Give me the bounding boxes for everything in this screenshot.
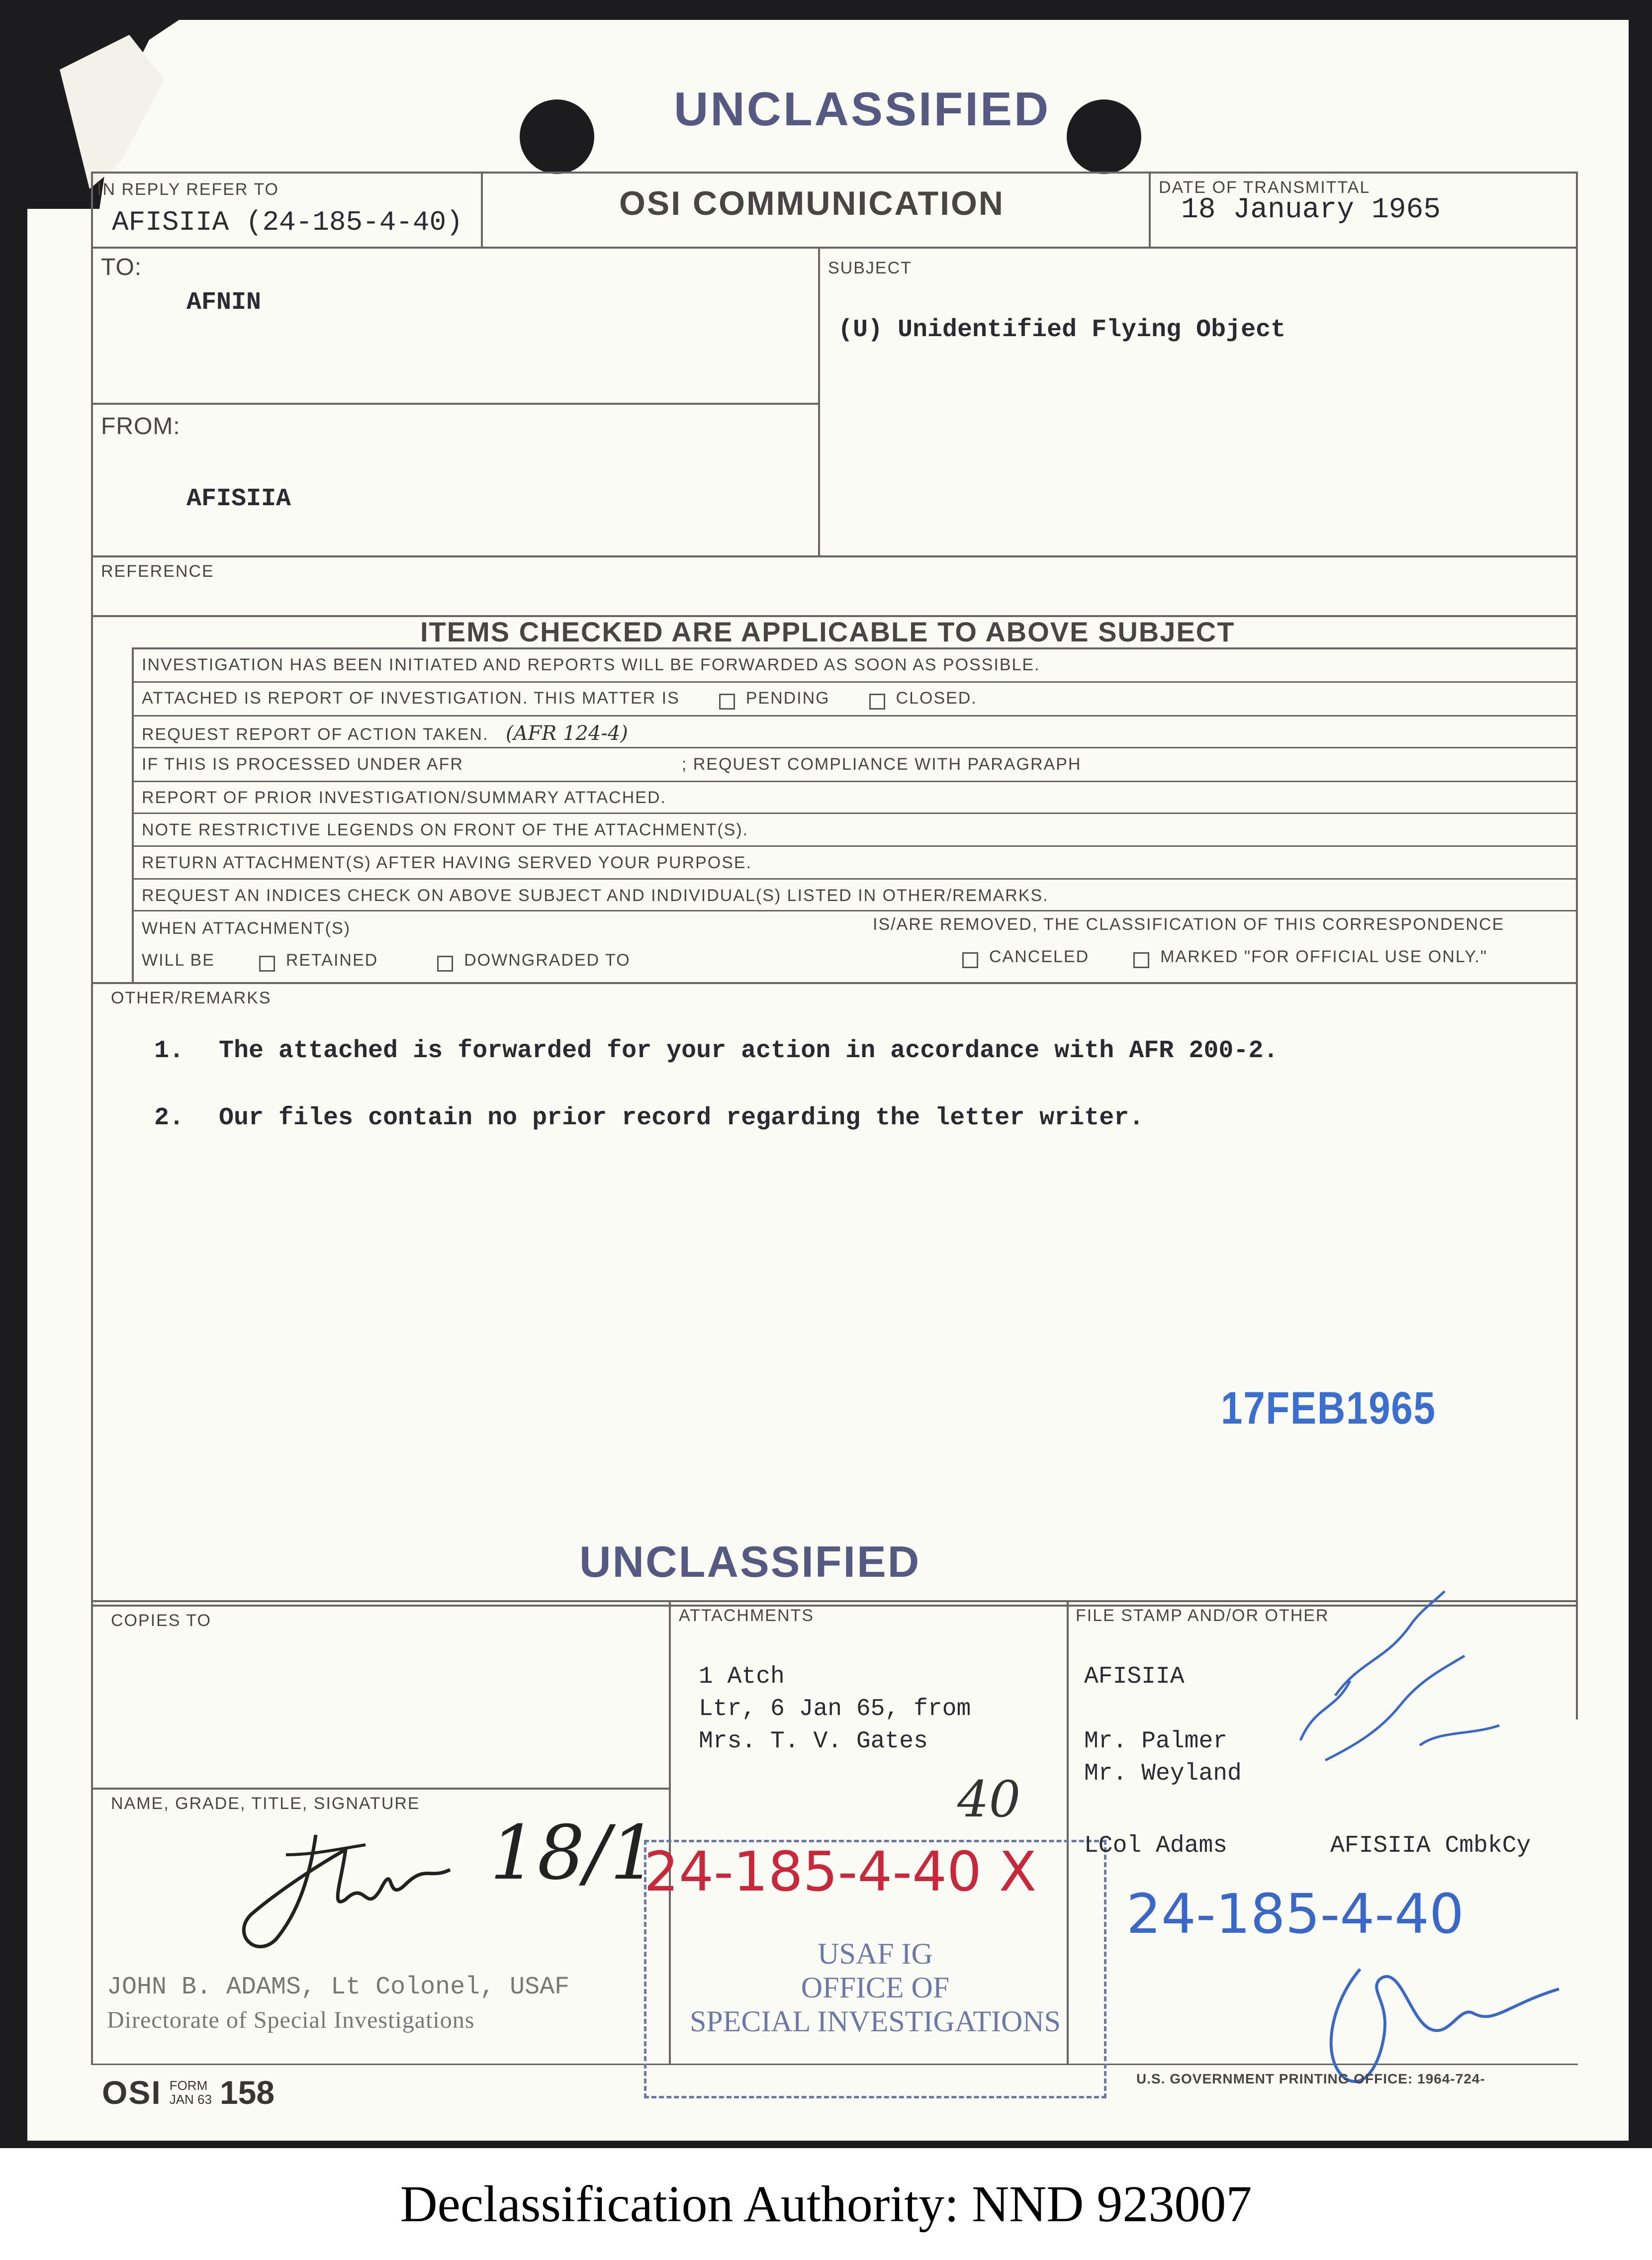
signer-org: Directorate of Special Investigations <box>107 2007 475 2033</box>
usaf-ig-stamp-line-2: OFFICE OF <box>801 1971 950 2004</box>
from-value: AFISIIA <box>186 485 291 513</box>
form-158: 158 <box>219 2074 275 2111</box>
items-heading: ITEMS CHECKED ARE APPLICABLE TO ABOVE SUBJECT <box>420 616 1235 647</box>
copies-label: COPIES TO <box>111 1611 211 1630</box>
remarks-label: OTHER/REMARKS <box>111 989 272 1007</box>
canceled-checkbox[interactable] <box>962 952 978 968</box>
item-row-3 <box>142 722 628 745</box>
reply-label: IN REPLY REFER TO <box>97 180 279 199</box>
downgraded-label: DOWNGRADED TO <box>464 951 631 970</box>
subject-value: (U) Unidentified Flying Object <box>838 316 1286 344</box>
received-date-stamp: 17FEB1965 <box>1221 1383 1436 1434</box>
fouo-checkbox[interactable] <box>1133 952 1149 968</box>
handwritten-40: 40 <box>957 1770 1021 1828</box>
filestamp-line-4b: AFISIIA CmbkCy <box>1330 1832 1531 1859</box>
date-label: DATE OF TRANSMITTAL <box>1159 178 1371 197</box>
canceled-label: CANCELED <box>989 947 1090 966</box>
remark-2-number: 2. <box>154 1104 184 1132</box>
to-label: TO: <box>101 254 142 280</box>
item-row-3-typed: (AFR 124-4) <box>505 722 628 745</box>
item-row-3-text: REQUEST REPORT OF ACTION TAKEN. <box>142 725 489 744</box>
filestamp-line-2: Mr. Palmer <box>1084 1728 1228 1755</box>
retained-checkbox[interactable] <box>259 956 275 972</box>
declassification-footer <box>0 2148 1652 2260</box>
handwritten-initials <box>1271 1581 1519 1780</box>
item-row-6: NOTE RESTRICTIVE LEGENDS ON FRONT OF THE ATTACHMENT(S). <box>142 820 749 839</box>
punch-hole-left <box>520 99 594 174</box>
attachment-line-3: Mrs. T. V. Gates <box>699 1728 928 1755</box>
handwritten-red-file-number: 24-185-4-40 X <box>644 1840 1037 1903</box>
item-row-8: REQUEST AN INDICES CHECK ON ABOVE SUBJECT AND INDIVIDUAL(S) LISTED IN OTHER/REMARKS. <box>142 886 1049 905</box>
reference-label: REFERENCE <box>101 562 214 581</box>
form-small-top: FORM <box>169 2078 208 2093</box>
unclassified-stamp-bottom: UNCLASSIFIED <box>579 1537 921 1586</box>
name-grade-label: NAME, GRADE, TITLE, SIGNATURE <box>111 1794 420 1813</box>
from-label: FROM: <box>101 413 181 440</box>
item-row-5: REPORT OF PRIOR INVESTIGATION/SUMMARY ATTACHED. <box>142 788 666 807</box>
unclassified-stamp-top: UNCLASSIFIED <box>674 83 1051 136</box>
remark-1-text: The attached is forwarded for your action in accordance with AFR 200-2. <box>219 1037 1279 1065</box>
form-small-bottom: JAN 63 <box>169 2092 212 2107</box>
item-row-4-text: IF THIS IS PROCESSED UNDER AFR <box>142 755 463 774</box>
signature <box>216 1825 495 1959</box>
form-osi: OSI <box>102 2074 162 2111</box>
filestamp-label: FILE STAMP AND/OR OTHER <box>1076 1606 1329 1625</box>
usaf-ig-stamp-line-1: USAF IG <box>818 1937 933 1970</box>
closed-label: CLOSED. <box>896 689 977 708</box>
item-row-1: INVESTIGATION HAS BEEN INITIATED AND REPORTS WILL BE FORWARDED AS SOON AS POSSIBLE. <box>142 655 1040 674</box>
declassification-text: Declassification Authority: NND 923007 <box>400 2175 1252 2233</box>
usaf-ig-stamp-line-3: SPECIAL INVESTIGATIONS <box>689 2005 1061 2038</box>
item-row-4-text2: ; REQUEST COMPLIANCE WITH PARAGRAPH <box>681 755 1082 774</box>
remark-2-text: Our files contain no prior record regarding the letter writer. <box>219 1104 1144 1132</box>
fouo-label: MARKED "FOR OFFICIAL USE ONLY." <box>1160 947 1488 966</box>
subject-label: SUBJECT <box>828 259 912 277</box>
signer-name: JOHN B. ADAMS, Lt Colonel, USAF <box>107 1973 570 2001</box>
item-row-7: RETURN ATTACHMENT(S) AFTER HAVING SERVED YOUR PURPOSE. <box>142 853 752 872</box>
item-row-9a: WHEN ATTACHMENT(S) <box>142 919 351 938</box>
pending-label: PENDING <box>745 689 830 708</box>
retained-label: RETAINED <box>285 951 378 970</box>
attachments-label: ATTACHMENTS <box>679 1606 814 1625</box>
pending-checkbox[interactable] <box>719 694 735 710</box>
closed-checkbox[interactable] <box>869 694 885 710</box>
gpo-imprint: U.S. GOVERNMENT PRINTING OFFICE: 1964-724- <box>1136 2071 1485 2086</box>
remark-1-number: 1. <box>154 1037 184 1065</box>
item-row-2 <box>142 689 977 710</box>
filestamp-line-1: AFISIIA <box>1084 1663 1185 1690</box>
downgraded-checkbox[interactable] <box>437 956 453 972</box>
attachment-line-1: 1 Atch <box>699 1663 785 1690</box>
form-title: OSI COMMUNICATION <box>619 184 1005 222</box>
date-value: 18 January 1965 <box>1181 194 1441 226</box>
punch-hole-right <box>1067 99 1141 174</box>
will-be-label: WILL BE <box>142 951 215 970</box>
attachment-line-2: Ltr, 6 Jan 65, from <box>699 1696 971 1722</box>
item-row-9b: IS/ARE REMOVED, THE CLASSIFICATION OF THIS CORRESPONDENCE <box>873 915 1505 934</box>
osi-form-page <box>27 20 1629 2141</box>
filestamp-line-3: Mr. Weyland <box>1084 1760 1242 1787</box>
reply-value: AFISIIA (24-185-4-40) <box>112 206 463 238</box>
filestamp-line-4: LCol Adams <box>1084 1832 1228 1859</box>
form-number <box>102 2074 275 2111</box>
item-row-10 <box>142 951 631 972</box>
item-row-10-right <box>962 947 1487 968</box>
to-value: AFNIN <box>186 288 262 317</box>
item-row-2-text: ATTACHED IS REPORT OF INVESTIGATION. THIS MATTER IS <box>142 689 680 708</box>
signature-date: 18/1 <box>490 1810 657 1897</box>
handwritten-blue-file-number: 24-185-4-40 <box>1126 1882 1464 1946</box>
item-row-4 <box>142 755 1081 774</box>
